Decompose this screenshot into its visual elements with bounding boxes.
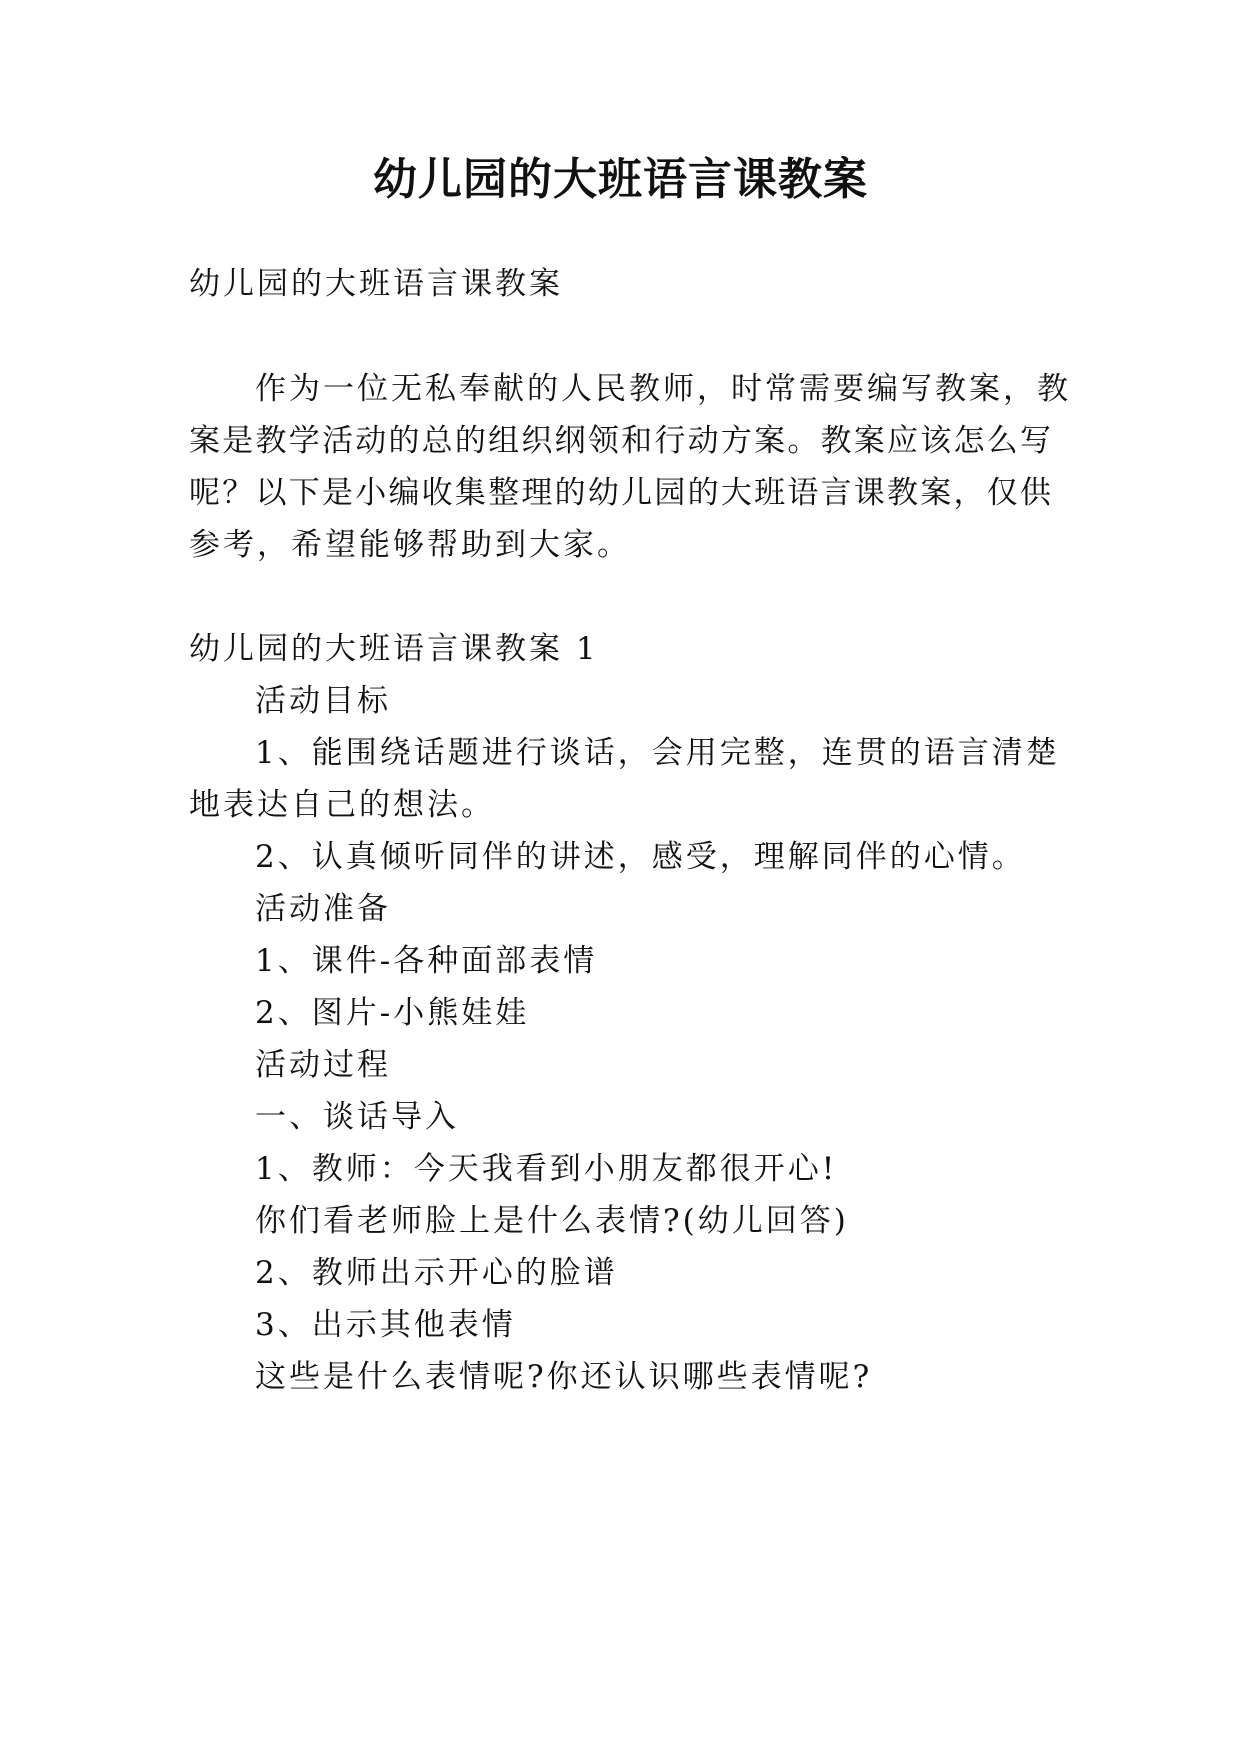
body-line-6: 1、课件-各种面部表情 [255, 943, 598, 979]
body-line-10: 1、教师：今天我看到小朋友都很开心! [255, 1151, 838, 1187]
body-line-7: 2、图片-小熊娃娃 [255, 995, 530, 1031]
body-line-3: 地表达自己的想法。 [189, 787, 495, 823]
intro-line-4: 参考，希望能够帮助到大家。 [189, 527, 631, 563]
body-line-8: 活动过程 [255, 1047, 391, 1083]
body-line-11: 你们看老师脸上是什么表情?(幼儿回答) [255, 1203, 849, 1239]
intro-line-3: 呢？以下是小编收集整理的幼儿园的大班语言课教案，仅供 [189, 475, 1051, 511]
document-subtitle: 幼儿园的大班语言课教案 [189, 266, 563, 302]
intro-line-1: 作为一位无私奉献的人民教师，时常需要编写教案，教 [255, 371, 1071, 407]
document-title: 幼儿园的大班语言课教案 [373, 154, 868, 205]
body-line-1: 活动目标 [255, 683, 391, 719]
body-line-5: 活动准备 [255, 891, 391, 927]
body-line-2: 1、能围绕话题进行谈话，会用完整，连贯的语言清楚 [255, 735, 1060, 771]
body-line-14: 这些是什么表情呢?你还认识哪些表情呢? [255, 1359, 873, 1395]
body-line-12: 2、教师出示开心的脸谱 [255, 1255, 618, 1291]
body-line-13: 3、出示其他表情 [255, 1307, 516, 1343]
body-line-4: 2、认真倾听同伴的讲述，感受，理解同伴的心情。 [255, 839, 1026, 875]
section-heading: 幼儿园的大班语言课教案 1 [189, 631, 599, 667]
intro-line-2: 案是教学活动的总的组织纲领和行动方案。教案应该怎么写 [189, 423, 1051, 459]
body-line-9: 一、谈话导入 [255, 1099, 459, 1135]
